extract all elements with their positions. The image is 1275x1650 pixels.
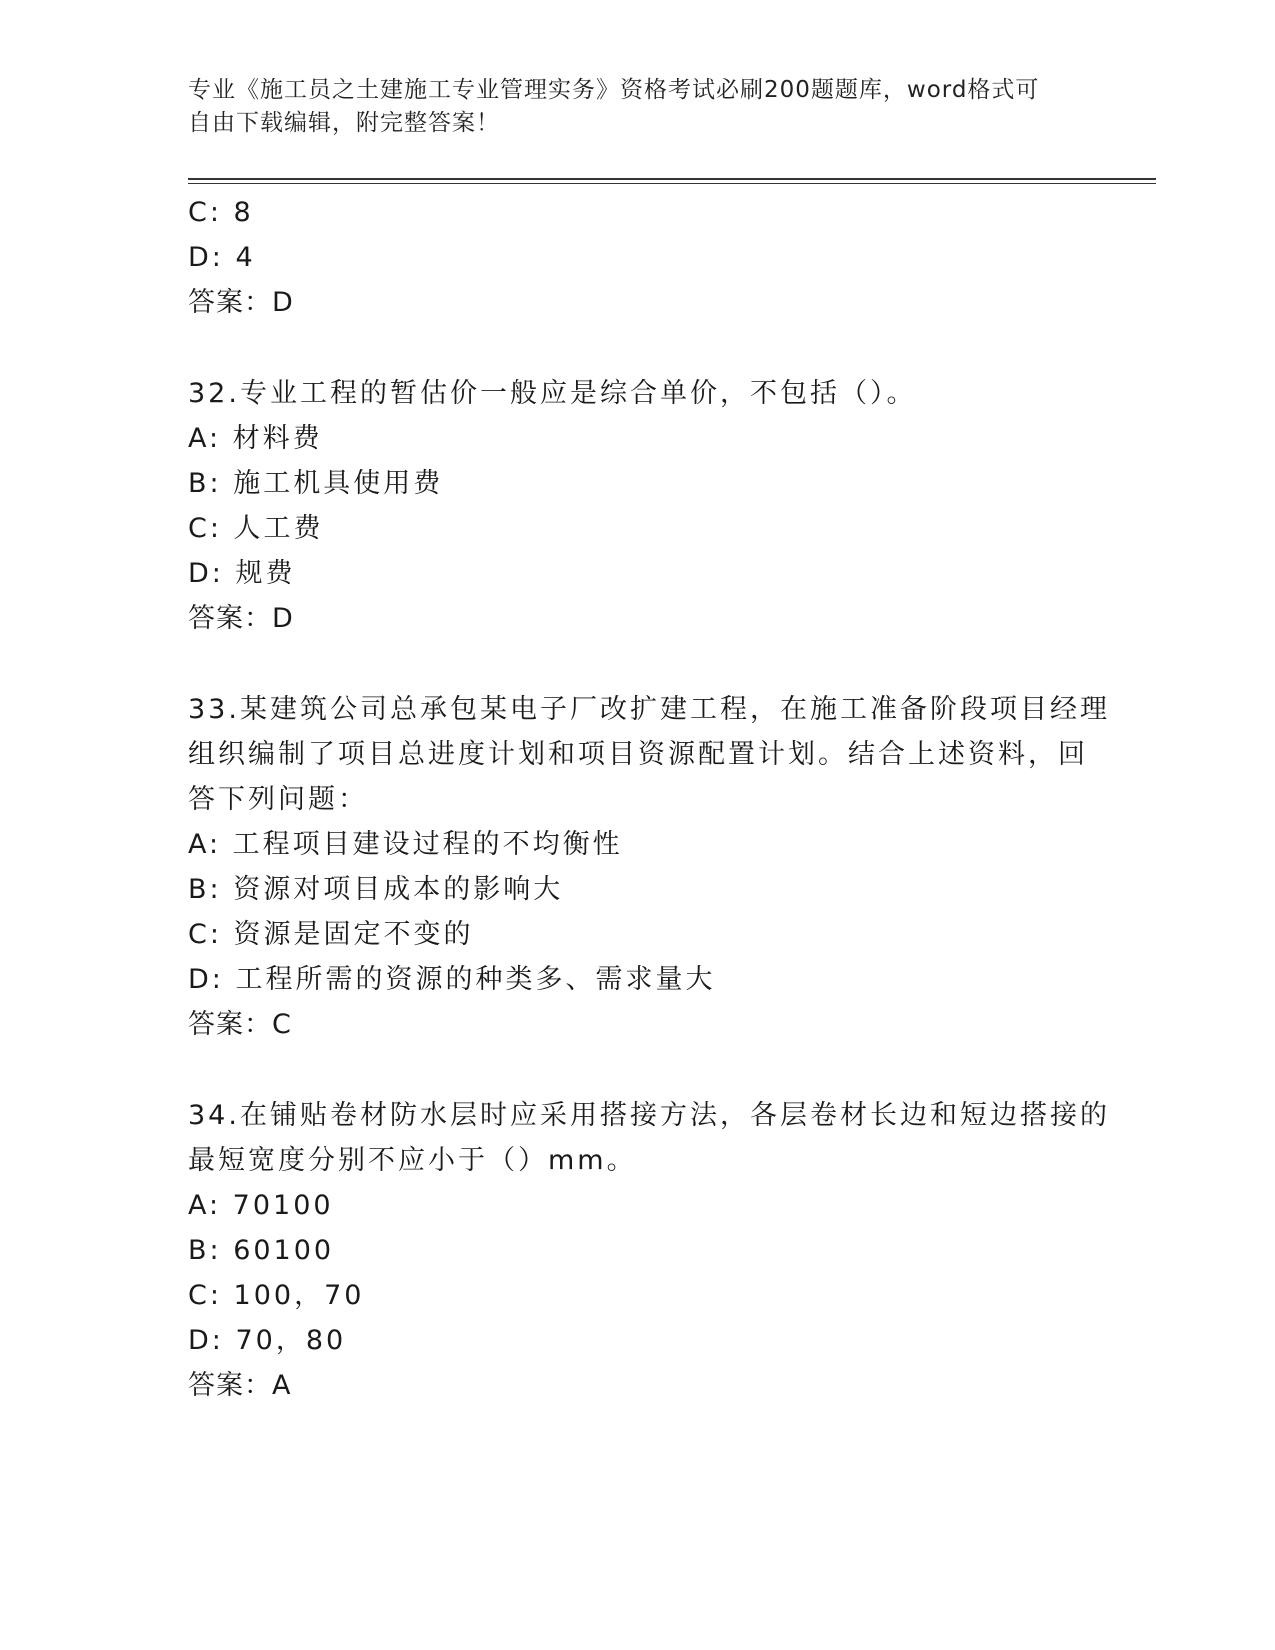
- question-text-line-1: 34.在铺贴卷材防水层时应采用搭接方法，各层卷材长边和短边搭接的: [188, 1100, 1110, 1131]
- option-d: D: 规费: [188, 558, 296, 589]
- option-c: C: 人工费: [188, 513, 324, 544]
- header-divider-thick: [188, 178, 1156, 180]
- option-b: B: 60100: [188, 1235, 335, 1266]
- question-text-line-3: 答下列问题：: [188, 784, 368, 815]
- answer-line: 答案：A: [188, 1370, 292, 1401]
- header-divider-thin: [188, 183, 1156, 184]
- question-32: [188, 371, 1088, 641]
- page-header: [188, 74, 1088, 140]
- answer-line: 答案：D: [188, 287, 294, 318]
- option-d: D: 4: [188, 242, 256, 273]
- spacer: [188, 641, 1088, 687]
- question-text-line-2: 组织编制了项目总进度计划和项目资源配置计划。结合上述资料，回: [188, 739, 1088, 770]
- spacer: [188, 1047, 1088, 1093]
- header-title-line-1: 专业《施工员之土建施工专业管理实务》资格考试必刷200题题库，word格式可: [188, 77, 1040, 103]
- previous-question-tail: [188, 190, 1088, 325]
- option-a: A: 材料费: [188, 423, 323, 454]
- question-text-line-2: 最短宽度分别不应小于（）mm。: [188, 1145, 637, 1176]
- option-c: C: 资源是固定不变的: [188, 919, 474, 950]
- answer-line: 答案：D: [188, 603, 294, 634]
- option-b: B: 施工机具使用费: [188, 468, 444, 499]
- option-a: A: 工程项目建设过程的不均衡性: [188, 829, 623, 860]
- option-d: D: 70，80: [188, 1325, 347, 1356]
- option-c: C: 8: [188, 197, 254, 228]
- spacer: [188, 325, 1088, 371]
- option-d: D: 工程所需的资源的种类多、需求量大: [188, 964, 716, 995]
- header-title-line-2: 自由下载编辑，附完整答案！: [188, 110, 500, 136]
- question-text-line-1: 33.某建筑公司总承包某电子厂改扩建工程，在施工准备阶段项目经理: [188, 694, 1110, 725]
- option-c: C: 100，70: [188, 1280, 365, 1311]
- question-33: [188, 687, 1110, 1047]
- question-34: [188, 1093, 1110, 1408]
- option-b: B: 资源对项目成本的影响大: [188, 874, 564, 905]
- question-text: 32.专业工程的暂估价一般应是综合单价，不包括（）。: [188, 378, 917, 409]
- answer-line: 答案：C: [188, 1009, 292, 1040]
- question-list: [188, 190, 1110, 1408]
- option-a: A: 70100: [188, 1190, 334, 1221]
